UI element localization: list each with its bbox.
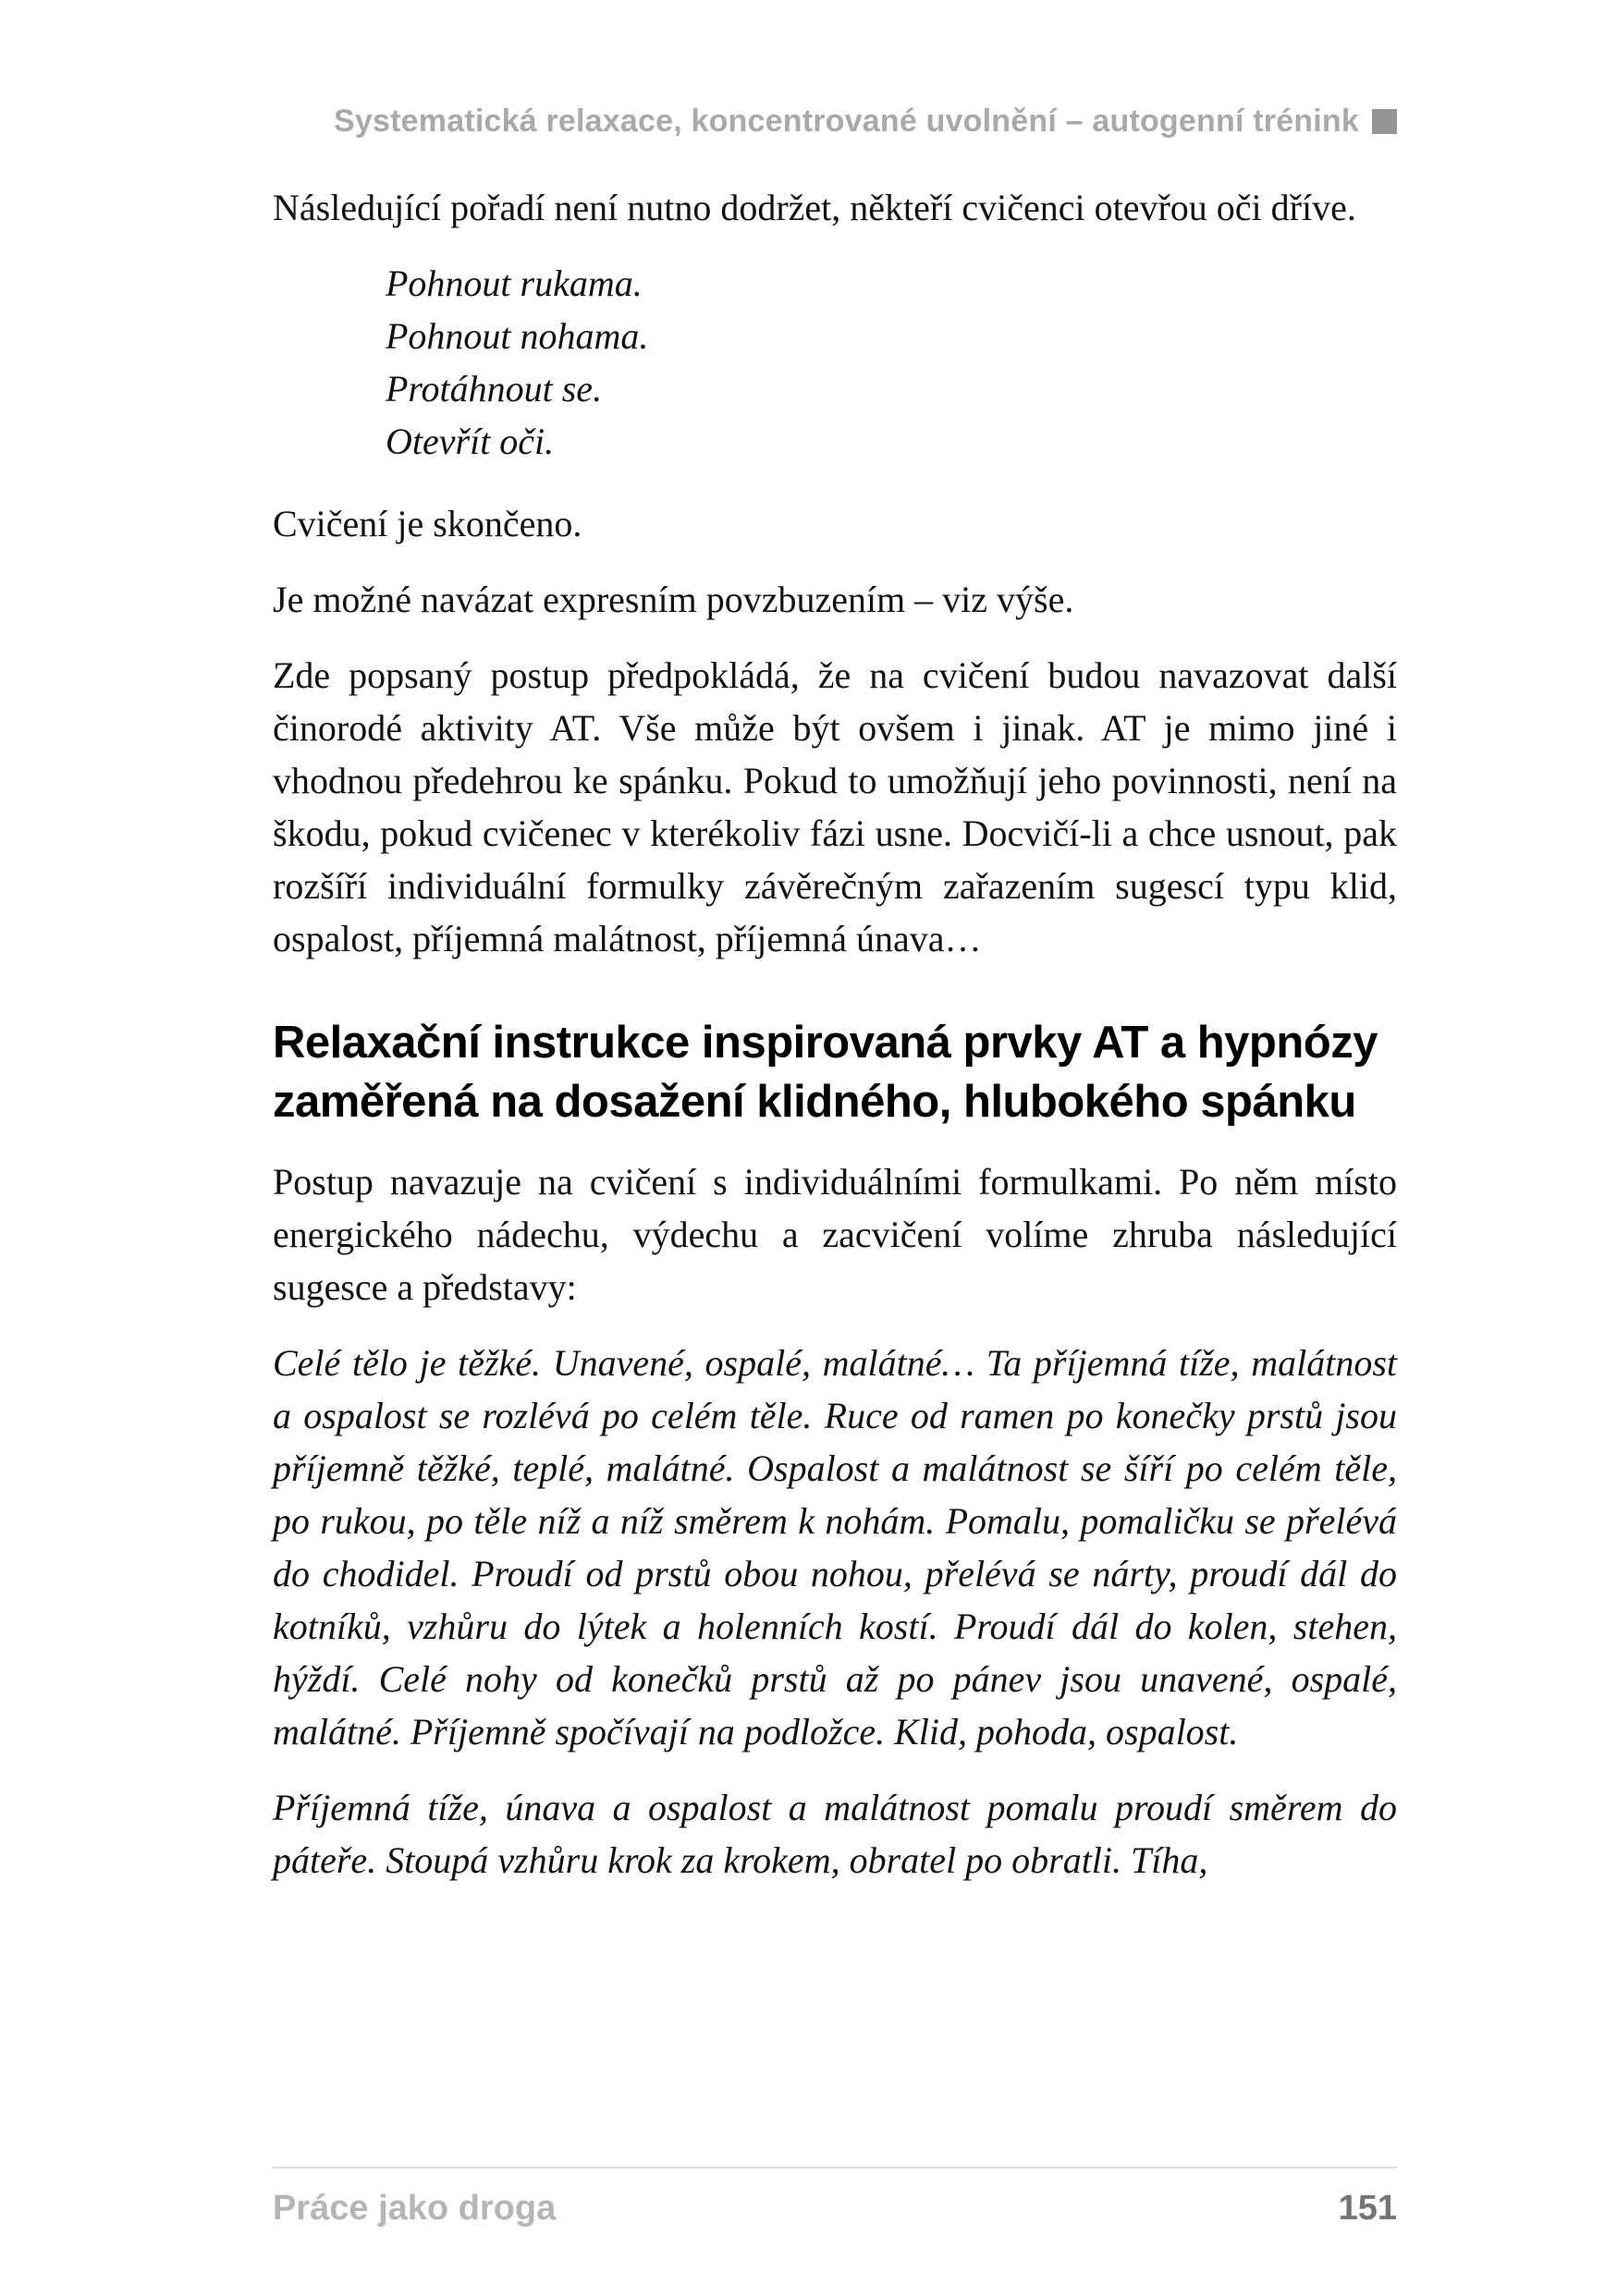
instruction-list (386, 257, 1397, 468)
paragraph-exercise-done: Cvičení je skončeno. (273, 503, 582, 544)
square-bullet-icon (1372, 109, 1397, 134)
paragraph-suggestion-body: Celé tělo je těžké. Unavené, ospalé, malátné… Ta příjemná tíže, malátnost a ospalost se rozlévá po celém těle. Ruce od ramen po konečky prstů jsou příjemně těžké, teplé, malátné. Ospalost a malátnost se šíří po celém těle, po rukou, po těle níž a níž směrem k nohám. Pomalu, pomaličku se přelévá do chodidel. Proudí od prstů obou nohou, přelévá se nárty, proudí dál do kotníků, vzhůru do lýtek a holenních kostí. Proudí dál do kolen, stehen, hýždí. Celé nohy od konečků prstů až po pánev jsou unavené, ospalé, malátné. Příjemně spočívají na podložce. Klid, pohoda, ospalost. (273, 1342, 1397, 1753)
running-header-title: Systematická relaxace, koncentrované uvolnění – autogenní trénink (334, 104, 1359, 139)
paragraph-follow-up: Je možné navázat expresním povzbuzením – viz výše. (273, 579, 1074, 620)
section-heading: Relaxační instrukce inspirovaná prvky AT a hypnózy zaměřená na dosažení klidného, hlubokého spánku (273, 1018, 1378, 1127)
instruction-line: Protáhnout se. (386, 368, 603, 409)
page-body (273, 181, 1397, 1910)
instruction-line: Pohnout rukama. (386, 263, 643, 304)
instruction-line: Pohnout nohama. (386, 315, 649, 357)
running-footer (273, 2167, 1397, 2229)
paragraph-suggestion-spine: Příjemná tíže, únava a ospalost a malátnost pomalu proudí směrem do páteře. Stoupá vzhůru krok za krokem, obratel po obratli. Tíha, (273, 1787, 1397, 1881)
footer-book-title: Práce jako droga (273, 2189, 557, 2228)
instruction-line: Otevřít oči. (386, 421, 555, 462)
footer-page-number: 151 (1338, 2189, 1397, 2228)
running-header (273, 104, 1397, 140)
paragraph-intro: Následující pořadí není nutno dodržet, někteří cvičenci otevřou oči dříve. (273, 187, 1356, 228)
paragraph-postup: Postup navazuje na cvičení s individuálními formulkami. Po něm místo energického nádechu, výdechu a zacvičení volíme zhruba následující sugesce a představy: (273, 1161, 1397, 1308)
paragraph-procedure: Zde popsaný postup předpokládá, že na cvičení budou navazovat další činorodé aktivity AT. Vše může být ovšem i jinak. AT je mimo jiné i vhodnou předehrou ke spánku. Pokud to umožňují jeho povinnosti, není na škodu, pokud cvičenec v kterékoliv fázi usne. Docvičí-li a chce usnout, pak rozšíří individuální formulky závěrečným zařazením sugescí typu klid, ospalost, příjemná malátnost, příjemná únava… (273, 654, 1397, 959)
